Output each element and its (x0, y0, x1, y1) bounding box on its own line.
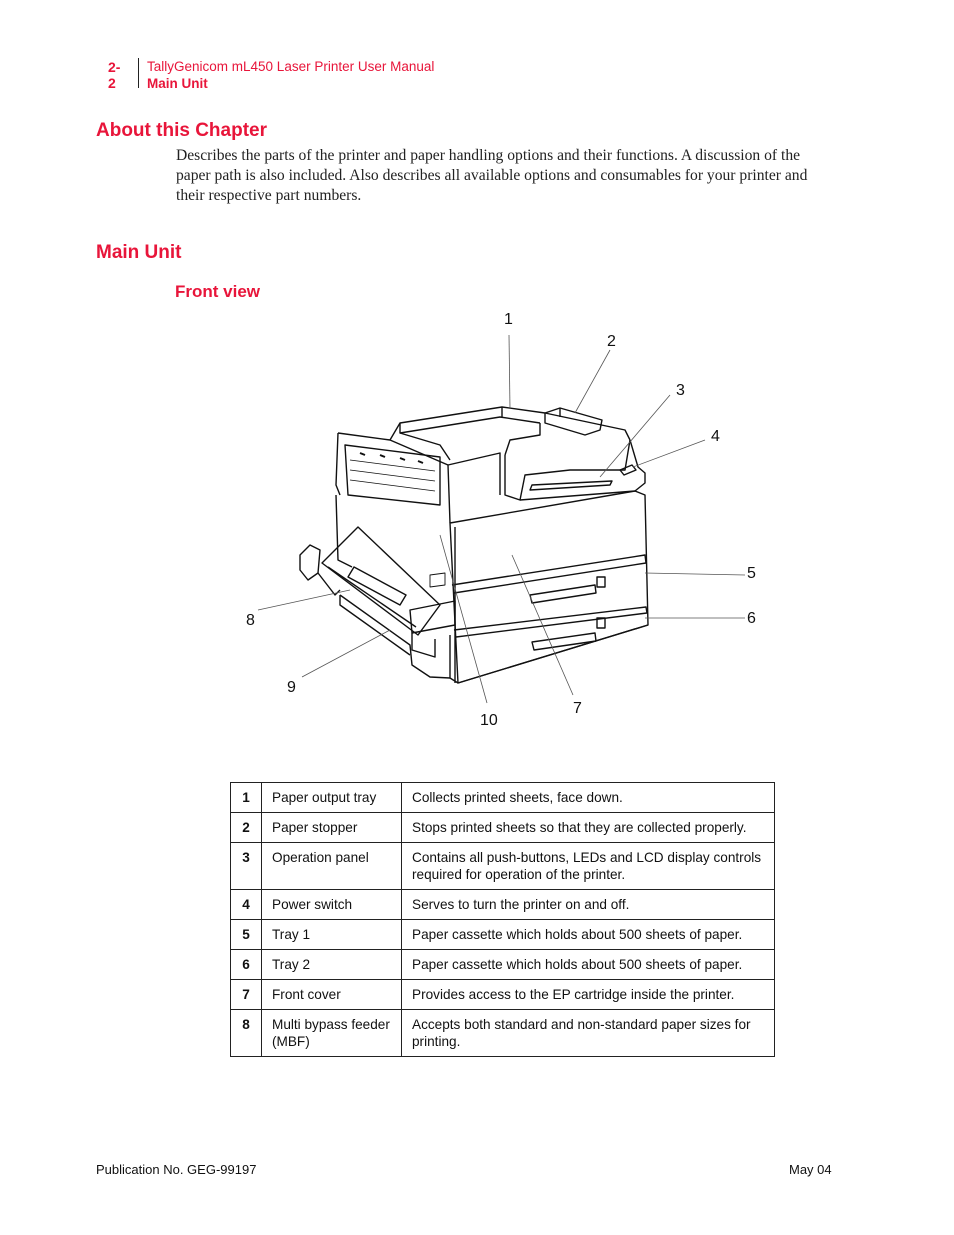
part-name: Paper stopper (262, 813, 402, 843)
table-row (231, 783, 775, 813)
about-chapter-paragraph: Describes the parts of the printer and paper handling options and their functions. A discussion of the paper path is also included. Also describes all available options and consumables for your printer and their respective part numbers. (176, 147, 808, 204)
part-name: Front cover (262, 980, 402, 1010)
part-description: Accepts both standard and non-standard paper sizes for printing. (402, 1010, 775, 1057)
parts-table (230, 782, 775, 1057)
part-name: Power switch (262, 890, 402, 920)
front-view-heading: Front view (175, 282, 261, 301)
part-number: 1 (231, 783, 262, 813)
part-name: Operation panel (262, 843, 402, 890)
part-description: Contains all push-buttons, LEDs and LCD display controls required for operation of the printer. (402, 843, 775, 890)
part-description: Collects printed sheets, face down. (402, 783, 775, 813)
callout-label-9: 9 (287, 679, 296, 696)
table-row (231, 813, 775, 843)
part-name: Tray 1 (262, 920, 402, 950)
table-row (231, 890, 775, 920)
printer-drawing (240, 305, 780, 745)
callout-label-1: 1 (504, 311, 513, 328)
table-row (231, 980, 775, 1010)
part-number: 8 (231, 1010, 262, 1057)
part-number: 3 (231, 843, 262, 890)
table-row (231, 950, 775, 980)
callout-label-3: 3 (676, 382, 685, 399)
callout-label-8: 8 (246, 612, 255, 629)
callout-label-2: 2 (607, 333, 616, 350)
part-number: 4 (231, 890, 262, 920)
part-name: Multi bypass feeder (MBF) (262, 1010, 402, 1057)
part-description: Provides access to the EP cartridge inside the printer. (402, 980, 775, 1010)
callout-label-7: 7 (573, 700, 582, 717)
main-unit-heading: Main Unit (96, 242, 182, 263)
part-number: 7 (231, 980, 262, 1010)
printer-front-view-figure (240, 305, 780, 745)
part-description: Stops printed sheets so that they are collected properly. (402, 813, 775, 843)
callout-label-4: 4 (711, 428, 720, 445)
callout-label-6: 6 (747, 610, 756, 627)
part-name: Paper output tray (262, 783, 402, 813)
part-name: Tray 2 (262, 950, 402, 980)
callout-label-10: 10 (480, 712, 498, 729)
manual-title: TallyGenicom mL450 Laser Printer User Manual (147, 59, 435, 74)
part-number: 5 (231, 920, 262, 950)
part-number: 6 (231, 950, 262, 980)
part-description: Serves to turn the printer on and off. (402, 890, 775, 920)
page-number: 2-2 (108, 59, 121, 91)
part-description: Paper cassette which holds about 500 sheets of paper. (402, 920, 775, 950)
part-description: Paper cassette which holds about 500 sheets of paper. (402, 950, 775, 980)
header-divider (138, 58, 139, 88)
table-row (231, 843, 775, 890)
footer-publication-number: Publication No. GEG-99197 (96, 1162, 257, 1177)
footer-date: May 04 (789, 1162, 832, 1177)
about-chapter-heading: About this Chapter (96, 120, 267, 141)
table-row (231, 1010, 775, 1057)
part-number: 2 (231, 813, 262, 843)
header-section-name: Main Unit (147, 76, 208, 91)
callout-label-5: 5 (747, 565, 756, 582)
table-row (231, 920, 775, 950)
